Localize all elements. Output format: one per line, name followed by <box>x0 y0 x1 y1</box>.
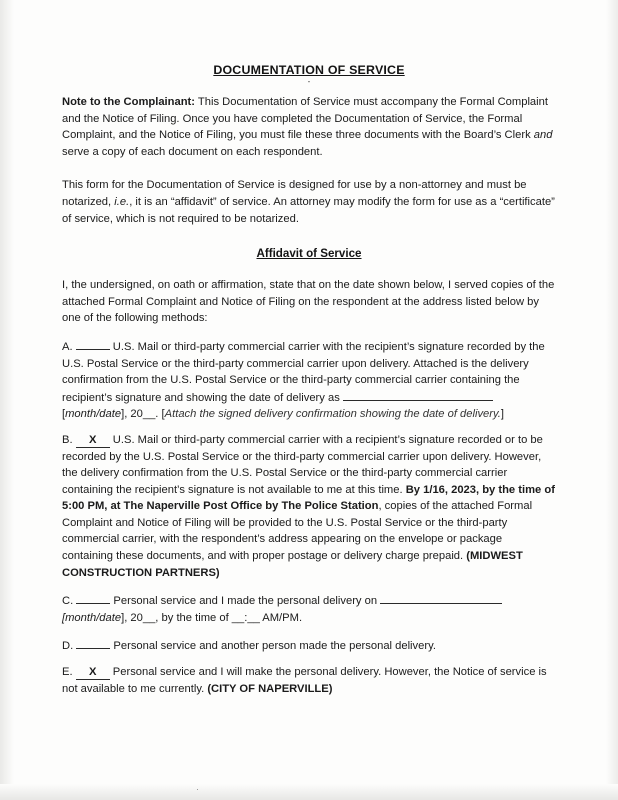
page-footer-mark: · <box>196 784 199 794</box>
title-underscore-mark: - <box>307 77 311 86</box>
item-b-bold-deadline: By 1/16, 2023, by the time of 5:00 PM, at The Naperville Post Office by The Police Station <box>62 483 555 513</box>
item-c-checkbox-blank[interactable] <box>76 590 110 604</box>
item-e-text-1: Personal service and I will make the personal delivery. However, the Notice of service is not available to me currently. <box>62 666 547 695</box>
page-bottom-edge-shadow <box>0 784 618 800</box>
method-item-e <box>62 664 556 697</box>
method-item-d <box>62 635 556 655</box>
form-purpose-part1: This form for the Documentation of Service is designed for use by a non-attorney and must be notarized, <box>62 179 527 208</box>
item-a-italic-2: Attach the signed delivery confirmation showing the date of delivery. <box>164 408 501 421</box>
method-item-a <box>62 336 556 423</box>
item-b-letter: B. <box>62 433 73 446</box>
item-a-date-blank[interactable] <box>343 389 493 401</box>
page-right-edge-shadow <box>606 0 618 800</box>
page-title: DOCUMENTATION OF SERVICE <box>213 63 405 77</box>
item-c-italic-1: month/date <box>65 611 122 624</box>
item-c-text-3: ], 20__, by the time of __:__ AM/PM. <box>121 611 303 624</box>
item-a-text-3: ], 20__. [ <box>121 408 165 421</box>
form-purpose-italic: i.e. <box>114 195 130 208</box>
item-c-text-1: Personal service and I made the personal delivery on <box>110 595 381 608</box>
item-c-letter: C. <box>62 595 74 608</box>
item-d-letter: D. <box>62 640 74 653</box>
note-italic-and: and <box>533 129 553 142</box>
method-item-c <box>62 590 556 626</box>
note-to-complainant-paragraph <box>62 94 556 160</box>
note-text: This Documentation of Service must accompany the Formal Complaint and the Notice of Filing. Once you have completed the Documentation of Service, the Formal Complaint, and the Notice of Filing, you must file these three documents with the Board’s Clerk <box>62 96 548 142</box>
item-d-checkbox-blank[interactable] <box>76 635 110 649</box>
form-purpose-paragraph <box>62 177 556 227</box>
item-a-text-4: ] <box>500 408 504 421</box>
item-e-bold-respondent: (CITY OF NAPERVILLE) <box>207 682 333 695</box>
method-item-b <box>62 432 556 581</box>
item-b-checkbox-marked[interactable]: X <box>76 434 110 448</box>
page-left-edge-shadow <box>0 0 14 800</box>
form-purpose-part2: , it is an “affidavit” of service. An attorney may modify the form for use as a “certificate” of service, which is not required to be notarized. <box>62 195 555 225</box>
note-text-tail: serve a copy of each document on each respondent. <box>62 145 323 158</box>
item-a-italic-1: month/date <box>65 408 122 421</box>
section-heading-affidavit: Affidavit of Service <box>256 247 362 261</box>
item-b-bold-respondent: (MIDWEST CONSTRUCTION PARTNERS) <box>62 550 523 579</box>
item-a-letter: A. <box>62 340 73 353</box>
item-e-letter: E. <box>62 666 73 679</box>
affidavit-intro-paragraph: I, the undersigned, on oath or affirmation, state that on the date shown below, I served copies of the attached Formal Complaint and Notice of Filing on the respondent at the address listed below by one of the following methods: <box>62 279 555 325</box>
item-c-text-2: [ <box>62 611 66 624</box>
item-c-date-blank[interactable] <box>380 592 502 604</box>
item-a-checkbox-blank[interactable] <box>76 336 110 350</box>
item-d-text-1: Personal service and another person made the personal delivery. <box>110 640 436 653</box>
item-e-checkbox-marked[interactable]: X <box>76 666 110 680</box>
item-b-text-2: , copies of the attached Formal Complaint and Notice of Filing will be provided to the U.S. Postal Service or the third-party commercial carrier, with the respondent’s address appearing on the envelope or package containing these documents, and with proper postage or delivery charge prepaid. <box>62 500 533 563</box>
item-a-text-1: U.S. Mail or third-party commercial carrier with the recipient’s signature recorded by the U.S. Postal Service or the third-party commercial carrier upon delivery. Attached is the delivery confirmation from the U.S. Postal Service or the third-party commercial carrier containing the recipient’s signature and showing the date of delivery as <box>62 340 545 404</box>
note-label: Note to the Complainant: <box>62 96 195 108</box>
item-a-text-2: [ <box>62 408 66 421</box>
item-b-text-1: U.S. Mail or third-party commercial carrier with a recipient’s signature recorded or to be recorded by the U.S. Postal Service or the third-party commercial carrier upon delivery. However, the delivery confirmation from the U.S. Postal Service or the third-party commercial carrier containing the recipient’s signature is not available to me at this time. <box>62 433 543 496</box>
